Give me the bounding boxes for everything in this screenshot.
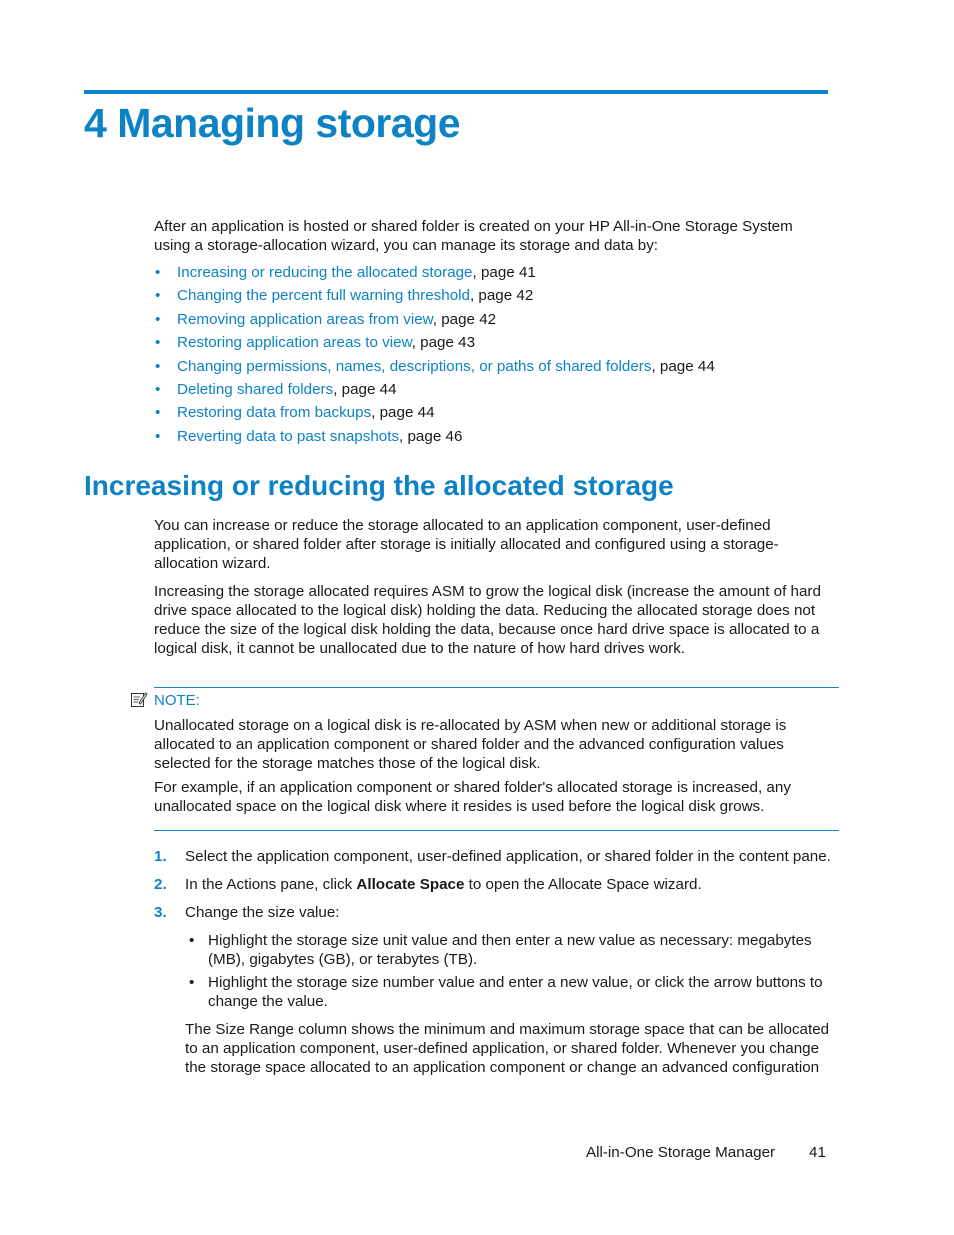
substep-text: Highlight the storage size unit value and then enter a new value as necessary: megabytes (MB), gigabytes (GB), or terabytes (TB).	[208, 932, 812, 968]
step-text: Select the application component, user-defined application, or shared folder in the content pane.	[185, 848, 831, 865]
topic-link[interactable]: Removing application areas from view	[177, 310, 433, 328]
step-text-pre: In the Actions pane, click	[185, 876, 357, 893]
bullet-icon: •	[155, 427, 161, 445]
bullet-icon: •	[155, 310, 161, 328]
step-number: 1.	[154, 848, 167, 865]
note-paragraph: Unallocated storage on a logical disk is re-allocated by ASM when new or additional storage is allocated to an application component or shared folder and the advanced configuration values selected for the storage matches those of the logical disk.	[154, 717, 787, 772]
substep-text: Highlight the storage size number value and enter a new value, or click the arrow buttons to change the value.	[208, 974, 823, 1010]
topic-item	[154, 427, 834, 450]
bullet-icon: •	[189, 974, 195, 991]
chapter-top-rule	[84, 90, 828, 94]
topic-page: , page 44	[371, 404, 435, 422]
note-pencil-icon	[130, 691, 148, 709]
step-text	[185, 875, 702, 894]
topic-link[interactable]: Deleting shared folders	[177, 380, 334, 398]
topic-item	[154, 286, 834, 309]
topic-item	[154, 357, 834, 380]
note-header	[130, 689, 200, 711]
note-bottom-rule	[154, 830, 839, 831]
footer-title: All-in-One Storage Manager	[586, 1144, 776, 1161]
topic-page: , page 46	[399, 427, 463, 445]
section-title: Increasing or reducing the allocated storage	[84, 470, 674, 501]
topic-link[interactable]: Restoring data from backups	[177, 404, 372, 422]
substep-item	[186, 931, 826, 969]
bullet-icon: •	[155, 404, 161, 422]
topic-link[interactable]: Increasing or reducing the allocated storage	[177, 264, 473, 281]
topic-page: , page 44	[651, 357, 715, 375]
topic-link[interactable]: Restoring application areas to view	[177, 334, 412, 352]
section-paragraph: You can increase or reduce the storage allocated to an application component, user-defined application, or shared folder after storage is initially allocated and configured using a storage-allocation wizard.	[154, 517, 779, 572]
bullet-icon: •	[189, 932, 195, 949]
step-number: 2.	[154, 876, 167, 893]
topic-link[interactable]: Reverting data to past snapshots	[177, 427, 400, 445]
intro-paragraph: After an application is hosted or shared folder is created on your HP All-in-One Storage System using a storage-allocation wizard, you can manage its storage and data by:	[154, 218, 793, 254]
topic-page: , page 41	[472, 264, 536, 281]
step-text-post: to open the Allocate Space wizard.	[464, 876, 702, 893]
bullet-icon: •	[155, 287, 161, 305]
size-range-paragraph: The Size Range column shows the minimum and maximum storage space that can be allocated to an application component, user-defined application, or shared folder. Whenever you change the storage space allocated to an application component or change an advanced configuration	[185, 1021, 830, 1076]
chapter-title: 4 Managing storage	[84, 100, 461, 146]
chapter-topic-list	[154, 263, 834, 450]
section-paragraph: Increasing the storage allocated requires ASM to grow the logical disk (increase the amount of hard drive space allocated to the logical disk) holding the data. Reducing the allocated storage does not reduce the size of the logical disk holding the data, because once hard drive space is allocated to a logical disk, it cannot be unallocated due to the nature of how hard drives work.	[154, 583, 821, 657]
bullet-icon: •	[155, 264, 161, 281]
substep-item	[186, 973, 826, 1011]
allocate-space-command: Allocate Space	[356, 876, 465, 893]
topic-link[interactable]: Changing permissions, names, descriptions, or paths of shared folders	[177, 357, 652, 375]
topic-item	[154, 310, 834, 333]
topic-page: , page 43	[411, 334, 476, 352]
topic-item	[154, 263, 834, 286]
topic-item	[154, 333, 834, 356]
topic-item	[154, 380, 834, 403]
step-number: 3.	[154, 904, 167, 921]
topic-link[interactable]: Changing the percent full warning threshold	[177, 287, 470, 305]
bullet-icon: •	[155, 334, 161, 352]
topic-page: , page 44	[333, 380, 397, 398]
step-text: Change the size value:	[185, 904, 340, 921]
note-top-rule	[154, 687, 839, 688]
bullet-icon: •	[155, 357, 161, 375]
bullet-icon: •	[155, 380, 161, 398]
topic-item	[154, 403, 834, 426]
topic-page: , page 42	[469, 287, 534, 305]
note-paragraph: For example, if an application component or shared folder's allocated storage is increased, any unallocated space on the logical disk where it resides is used before the logical disk grows.	[154, 779, 791, 815]
page-number: 41	[809, 1144, 826, 1161]
topic-page: , page 42	[432, 310, 497, 328]
note-label: NOTE:	[154, 691, 200, 709]
